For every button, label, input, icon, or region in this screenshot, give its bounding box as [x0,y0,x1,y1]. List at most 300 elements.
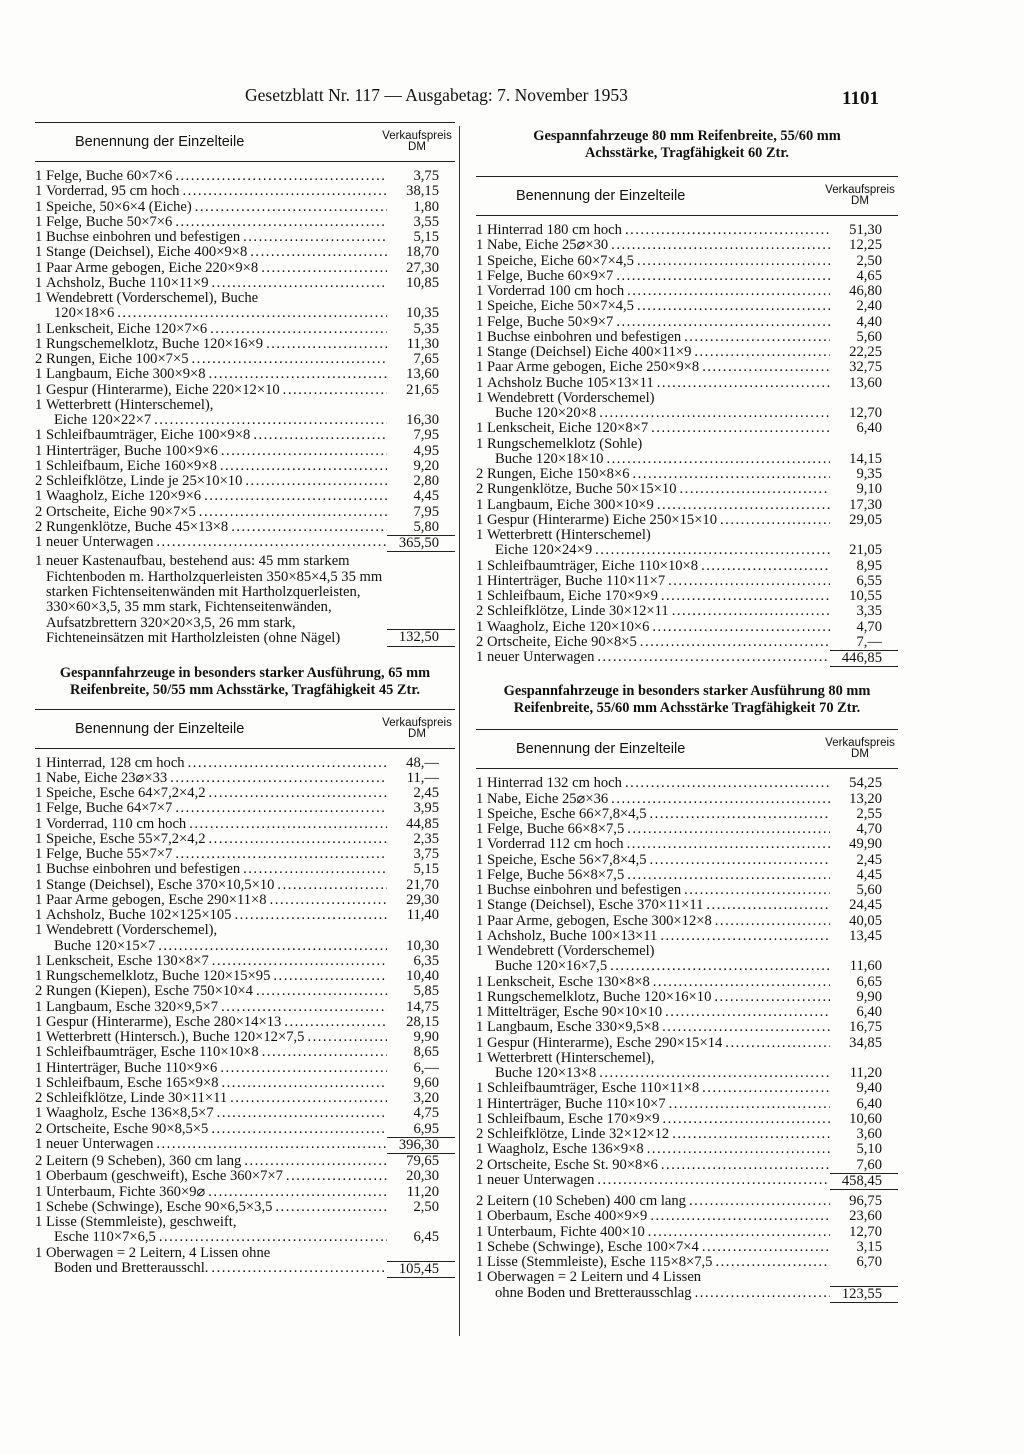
item-price: 48,— [406,754,439,771]
dot-leader [613,315,830,330]
item-price: 9,60 [413,1074,439,1091]
dot-leader [280,383,387,398]
item-price: 13,20 [849,790,882,807]
dot-leader [665,574,830,589]
item-quantity: 2 [476,633,484,650]
item-price: 3,75 [413,846,439,863]
item-quantity: 2 [35,473,43,489]
item-quantity: 1 [35,259,43,276]
item-price: 54,25 [849,775,882,792]
item-price: 18,70 [406,244,439,261]
item-name-cell [485,421,830,436]
dot-leader [649,620,830,635]
item-name-cell [44,352,387,367]
item-name: Schleifbaumträger, Esche 110×10×8 [46,1045,259,1061]
table-row [476,376,898,391]
price-column-header [379,131,455,153]
table-row [35,474,455,489]
table-row [476,513,898,528]
item-name-cell [485,822,830,837]
item-name: Schleifbaum, Esche 170×9×9 [487,1111,660,1127]
item-name-cell [485,284,830,299]
dot-leader [712,914,830,929]
dot-leader [630,467,830,482]
dot-leader [647,1209,830,1224]
item-name: Wetterbrett (Hintersch.), Buche 120×12×7,5 [46,1030,305,1046]
item-quantity: 1 [476,618,484,635]
item-price: 3,55 [413,213,439,230]
item-name-cell [485,223,830,238]
dot-leader [283,1169,387,1184]
table-row [35,444,455,459]
table-row [476,792,898,807]
table-row [35,1200,455,1215]
page-number: 1101 [842,88,879,109]
dot-leader [603,452,830,467]
item-name: Ortscheite, Eiche 90×8×5 [487,634,637,650]
item-price: 7,60 [856,1156,882,1173]
item-name-cell [44,1076,387,1091]
item-name-cell [485,1194,830,1209]
item-quantity: 1 [476,1049,484,1066]
item-quantity: 1 [476,1019,484,1036]
item-price: 13,60 [406,366,439,383]
dot-leader [666,1097,830,1112]
item-name-cell [485,1036,830,1051]
item-name-cell [44,291,387,306]
item-quantity: 1 [476,851,484,868]
table-header [476,729,898,769]
item-name: Buche 120×13×8 [495,1066,597,1081]
item-quantity: 1 [476,511,484,528]
item-price: 21,65 [406,381,439,398]
table-row [476,868,898,883]
item-price: 7,95 [413,427,439,444]
item-price: 132,50 [387,629,455,646]
item-name-cell [44,923,387,938]
item-name-cell [485,1225,830,1240]
table-row [476,1158,898,1173]
item-price: 6,65 [856,973,882,990]
item-name: Wendebrett (Vorderschemel), [46,923,218,939]
item-name: Lisse (Stemmleiste), geschweift, [46,1215,237,1231]
dot-leader [624,868,830,883]
item-name-cell [485,360,830,375]
item-price: 12,70 [849,405,882,421]
item-quantity: 2 [35,503,43,520]
item-price: 51,30 [849,222,882,238]
item-price: 16,30 [406,412,439,428]
section-d-rows [476,769,898,1303]
item-name-cell [44,398,387,413]
table-row [35,1169,455,1184]
item-name: Buche 120×18×10 [495,451,604,467]
item-quantity: 1 [35,754,43,771]
item-price: 2,50 [413,1198,439,1215]
item-name: Buchse einbohren und befestigen [46,862,241,878]
item-name: Schleifklötze, Linde 30×12×11 [487,604,669,620]
item-name: Hinterträger, Buche 110×11×7 [487,573,666,589]
item-name-cell [485,467,830,482]
item-price: 4,70 [856,618,882,635]
item-quantity: 1 [35,891,43,908]
item-quantity: 1 [35,1074,43,1091]
table-row [476,990,898,1005]
item-name-cell [485,513,830,528]
item-name: neuer Unterwagen [487,1172,595,1188]
item-name: Schleifbaum, Eiche 160×9×8 [46,458,217,474]
table-row [476,330,898,345]
item-name: Ortscheite, Esche St. 90×8×6 [487,1157,658,1173]
item-name-cell [485,776,830,791]
item-price: 12,70 [849,1223,882,1240]
dot-leader [692,1286,830,1301]
dot-leader [153,1137,387,1152]
item-quantity: 1 [476,344,484,360]
item-quantity: 1 [476,389,484,406]
table-row [476,1051,898,1066]
item-quantity: 1 [476,359,484,376]
item-quantity: 2 [35,351,43,367]
item-name-cell [485,868,830,883]
item-price: 16,75 [849,1019,882,1036]
item-name-cell [485,498,830,513]
item-name: Felge, Buche 55×7×7 [46,847,173,863]
price-header-label: Verkaufspreis [382,716,452,729]
dot-leader [658,1158,830,1173]
item-price: 2,80 [413,473,439,489]
table-row [476,975,898,990]
item-name-cell [44,801,387,816]
item-price: 3,75 [413,168,439,184]
table-row [35,505,455,520]
dot-leader [240,862,387,877]
item-quantity: 1 [35,274,43,291]
item-price: 11,60 [849,958,882,975]
item-name: Vorderrad 100 cm hoch [487,284,625,299]
dot-leader [660,1112,831,1127]
item-quantity: 1 [476,649,484,665]
item-price: 10,55 [849,588,882,604]
dot-leader [217,1061,387,1076]
left-column [35,122,455,1292]
item-name: Langbaum, Esche 320×9,5×7 [46,999,219,1015]
item-name-cell [485,238,830,253]
table-row [35,801,455,816]
dot-leader [156,1230,387,1245]
item-name-cell [485,1005,830,1020]
table-row [35,200,455,215]
item-price: 21,70 [406,876,439,893]
item-name-cell [485,315,830,330]
item-quantity: 1 [476,237,484,254]
item-price: 9,90 [413,1029,439,1046]
item-quantity: 2 [35,1120,43,1137]
dot-leader [608,238,830,253]
item-price: 396,30 [387,1137,455,1154]
item-price: 10,85 [406,274,439,291]
item-name: Nabe, Eiche 23⌀×33 [46,770,168,786]
dot-leader [258,261,387,276]
table-row [35,276,455,291]
item-price: 32,75 [849,359,882,376]
item-price: 2,40 [856,298,882,315]
item-name: Schleifbaumträger, Eiche 110×10×8 [487,558,699,574]
item-name-cell [44,969,387,984]
item-quantity: 1 [476,1004,484,1020]
item-price: 4,70 [856,821,882,837]
item-name: Stange (Deichsel) Eiche 400×11×9 [487,345,692,360]
item-quantity: 1 [35,1029,43,1046]
table-row [476,853,898,868]
item-name-cell [44,786,387,801]
price-column-header [379,718,455,740]
item-name: Rungenklötze, Buche 45×13×8 [46,519,229,535]
table-row [35,954,455,969]
item-quantity: 1 [476,252,484,269]
item-name: Schleifbaumträger, Eiche 100×9×8 [46,428,251,444]
table-row [35,352,455,367]
table-row [476,528,898,543]
table-row [476,1036,898,1051]
dot-leader [247,245,387,260]
item-quantity: 1 [476,267,484,284]
right-column [476,128,898,1317]
dot-leader [270,969,387,984]
table-row [476,1112,898,1127]
item-quantity: 1 [35,1105,43,1122]
item-name: Hinterträger, Buche 100×9×6 [46,443,218,459]
item-quantity: 1 [35,876,43,893]
table-row [35,1185,455,1200]
item-name: Speiche, Eiche 60×7×4,5 [487,253,634,269]
table-row [476,898,898,913]
table-row [476,1127,898,1142]
item-name: Waagholz, Eiche 120×10×6 [487,619,650,635]
item-name-cell [44,505,387,520]
item-quantity: 1 [35,1059,43,1076]
dot-leader [207,322,387,337]
item-price: 446,85 [830,650,898,667]
item-price: 14,75 [406,998,439,1015]
item-price: 3,95 [413,800,439,817]
item-name: neuer Unterwagen [487,650,595,665]
item-price: 8,95 [856,557,882,574]
item-name-cell [485,635,830,650]
item-name: Oberbaum (geschweift), Esche 360×7×7 [46,1169,283,1185]
item-price: 4,95 [413,442,439,459]
table-row [476,929,898,944]
dot-leader [281,1015,387,1030]
item-name-cell [485,1270,830,1285]
item-quantity: 1 [476,298,484,315]
item-quantity: 2 [35,518,43,535]
item-name: Esche 110×7×6,5 [54,1230,156,1246]
item-name-cell [44,908,387,923]
item-price: 4,45 [856,866,882,883]
table-row [476,822,898,837]
dot-leader [218,1000,387,1015]
item-quantity: 1 [35,1044,43,1061]
table-row [476,254,898,269]
item-name-cell [485,792,830,807]
item-price: 6,95 [413,1120,439,1137]
table-row [35,908,455,923]
table-row [35,169,455,184]
item-price: 24,45 [849,897,882,914]
item-quantity: 1 [35,1244,43,1261]
table-row [476,1020,898,1035]
item-quantity: 1 [35,427,43,444]
dot-leader [654,376,830,391]
item-name: Felge, Buche 60×7×6 [46,169,173,184]
dot-leader [219,1076,388,1091]
item-quantity: 1 [35,442,43,459]
dot-leader [699,1240,830,1255]
item-name: Gespur (Hinterarme) Eiche 250×15×10 [487,512,718,528]
item-price: 6,— [413,1059,439,1076]
table-row [476,807,898,822]
item-name-cell [485,391,830,406]
item-name-cell [44,939,387,954]
table-row [35,893,455,908]
item-name-cell [44,200,387,215]
table-row [476,1173,898,1190]
item-name-cell [485,345,830,360]
dot-leader [644,1142,830,1157]
dot-leader [172,801,387,816]
name-column-header: Benennung der Einzelteile [516,741,686,758]
section-a-rows [35,162,455,552]
item-name: Stange (Deichsel), Eiche 400×9×8 [46,245,248,261]
item-name-cell [485,1255,830,1270]
item-name: Achsholz, Buche 100×13×11 [487,928,658,944]
item-quantity: 2 [476,1193,484,1209]
item-quantity: 1 [35,183,43,200]
item-name-cell [44,1030,387,1045]
item-price: 9,40 [856,1080,882,1097]
dot-leader [634,254,830,269]
item-name-cell [44,1169,387,1184]
dot-leader [274,878,387,893]
table-row [35,367,455,382]
item-name-cell [485,1173,830,1188]
item-price: 11,40 [406,907,439,924]
item-price: 7,— [856,633,882,650]
item-name-cell [485,929,830,944]
item-name: Langbaum, Eiche 300×9×8 [46,367,206,383]
dot-leader [677,482,830,497]
item-price: 6,55 [856,572,882,589]
dot-leader [645,1225,830,1240]
item-name-cell [44,1261,387,1276]
item-name: Buchse einbohren und befestigen [46,230,241,245]
dot-leader [607,959,830,974]
table-row [476,498,898,513]
item-quantity: 1 [35,800,43,817]
item-price: 458,45 [830,1173,898,1190]
item-name: Speiche, Eiche 50×7×4,5 [487,299,634,315]
item-quantity: 1 [476,496,484,513]
dot-leader [304,1030,387,1045]
item-name-cell [485,883,830,898]
table-row [35,1246,455,1261]
item-quantity: 1 [476,882,484,898]
item-quantity: 1 [35,785,43,802]
dot-leader [242,474,387,489]
table-row [35,756,455,771]
item-name: Speiche, Esche 56×7,8×4,5 [487,852,647,868]
dot-leader [691,345,830,360]
item-name: 120×18×6 [54,306,115,322]
item-name-cell [485,604,830,619]
table-row [35,1122,455,1137]
item-quantity: 1 [476,588,484,604]
item-name: Schleifklötze, Linde 30×11×11 [46,1091,228,1107]
item-name: Achsholz, Buche 102×125×105 [46,908,232,924]
item-name: Stange (Deichsel), Esche 370×10,5×10 [46,877,275,893]
item-name-cell [44,832,387,847]
table-row [476,1240,898,1255]
item-quantity: 2 [476,481,484,498]
section-c [476,128,898,667]
item-quantity: 2 [35,1153,43,1170]
dot-leader [658,589,830,604]
dot-leader [712,1255,830,1270]
item-price: 2,45 [413,785,439,802]
item-price: 9,10 [856,481,882,498]
price-header-unit: DM [408,727,426,740]
table-row [476,620,898,635]
item-quantity: 1 [476,1110,484,1127]
price-header-unit: DM [408,141,426,153]
item-name: Felge, Buche 66×8×7,5 [487,822,625,837]
section-title: Gespannfahrzeuge in besonders starker Ausführung 80 mm Reifenbreite, 55/60 mm Achsstärke Tragfähigkeit 70 Ztr. [503,683,871,717]
table-row [476,406,898,421]
table-row [35,1230,455,1245]
item-price: 13,45 [849,927,882,944]
section-d [476,683,898,1303]
item-quantity: 1 [476,1171,484,1188]
item-name-cell [44,984,387,999]
item-name: Paar Arme gebogen, Eiche 220×9×8 [46,260,259,276]
item-quantity: 1 [35,1013,43,1030]
item-name-cell [44,893,387,908]
dot-leader [711,990,830,1005]
item-name-cell [44,261,387,276]
table-row [35,878,455,893]
table-row [35,786,455,801]
item-quantity: 2 [476,1126,484,1142]
item-price: 11,20 [849,1065,882,1081]
table-row [476,1270,898,1285]
item-price: 7,95 [413,503,439,520]
item-quantity: 1 [35,198,43,215]
item-name: Vorderrad, 95 cm hoch [46,184,180,200]
table-row [35,847,455,862]
item-name: Rungschemelklotz, Buche 120×15×95 [46,969,271,985]
item-name-cell [44,169,387,184]
item-name: Lenkscheit, Eiche 120×7×6 [46,321,208,337]
item-name-cell [485,406,830,421]
item-quantity: 1 [476,527,484,543]
table-row [35,984,455,999]
dot-leader [681,330,830,345]
item-name-cell [485,589,830,604]
item-name-cell [44,1185,387,1200]
item-name-cell [44,459,387,474]
item-quantity: 1 [35,168,43,184]
